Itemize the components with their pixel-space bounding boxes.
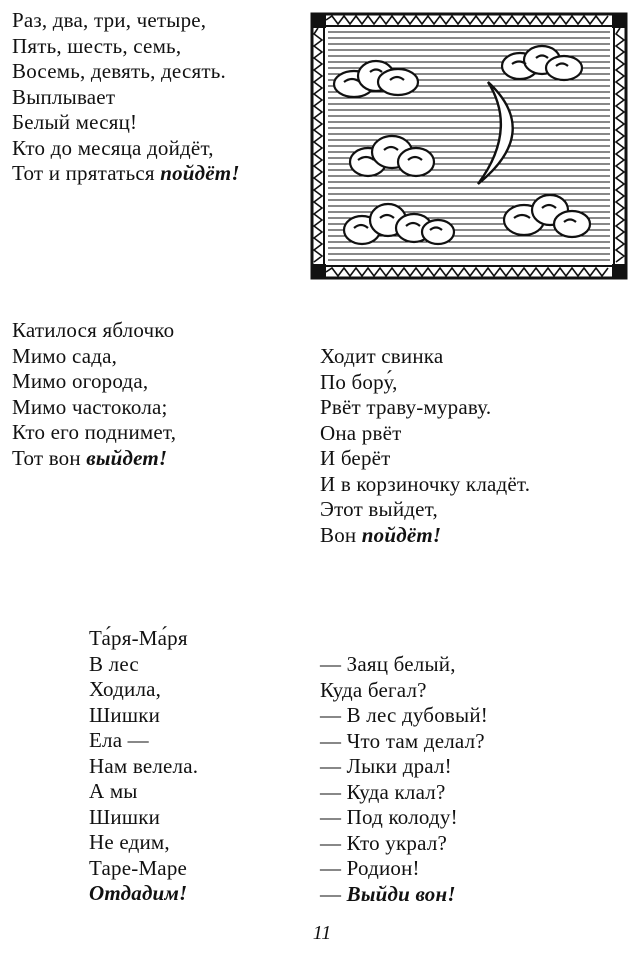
poem-line [12, 446, 176, 472]
poem-line-text: Куда бегал? [320, 677, 427, 702]
poem-line-text: Белый месяц! [12, 110, 138, 134]
poem-line-text: Рвёт траву-мураву. [320, 395, 492, 419]
poem-line-text: Ходила, [89, 677, 162, 701]
moon-and-clouds-icon [310, 12, 628, 280]
poem-line-text: И в корзиночку кладёт. [320, 471, 531, 496]
poem-line-emphasis: пойдёт! [361, 522, 442, 547]
poem-line [320, 497, 530, 523]
poem-line-text: И берёт [320, 446, 391, 470]
poem-line-text: — Под колоду! [320, 805, 458, 829]
poem-line-text: Мимо огорода, [12, 369, 149, 393]
poem-line [320, 678, 488, 704]
poem-line-text: Ходит свинка [320, 344, 444, 368]
poem-line-text: — [320, 881, 347, 906]
poem-line-text: Тот вон [12, 445, 87, 470]
poem-line [320, 652, 488, 678]
poem-line-emphasis: Выйди вон! [346, 881, 456, 906]
page-number: 11 [312, 922, 332, 944]
poem-line-text: Мимо частокола; [12, 394, 168, 419]
poem-line [320, 395, 530, 421]
poem-line [89, 703, 198, 729]
poem-line-text: Пять, шесть, семь, [12, 33, 182, 58]
poem-line [320, 882, 488, 908]
poem-line [320, 344, 530, 370]
poem-line-text: Кто его поднимет, [12, 420, 177, 444]
poem-line [12, 110, 240, 136]
poem-line [12, 34, 240, 60]
poem-line-text: Нам велела. [89, 753, 199, 778]
poem-line [320, 421, 530, 447]
poem-pig-rhyme [320, 344, 530, 548]
poem-line-text: Этот выйдет, [320, 497, 438, 521]
poem-line [89, 779, 198, 805]
poem-line-text: — Куда клал? [320, 779, 446, 804]
poem-line [12, 420, 176, 446]
poem-line-text: Вон [320, 522, 362, 547]
poem-line [320, 472, 530, 498]
poem-line [320, 729, 488, 755]
poem-line-text: — В лес дубовый! [320, 703, 488, 727]
poem-line-emphasis: пойдёт! [160, 161, 240, 185]
poem-line [320, 523, 530, 549]
poem-counting-rhyme-moon [12, 8, 240, 187]
poem-line-text: — Что там делал? [320, 728, 485, 753]
poem-line-text: Выплывает [12, 84, 116, 109]
poem-line-text: А мы [89, 779, 138, 803]
poem-line-text: Тот и прятаться [12, 161, 161, 185]
poem-line [320, 446, 530, 472]
poem-line [12, 395, 176, 421]
poem-line [12, 344, 176, 370]
poem-line-text: — Заяц белый, [320, 652, 456, 676]
poem-line-text: Ела — [89, 728, 149, 752]
poem-tarya-marya-rhyme [89, 626, 198, 907]
poem-line [320, 856, 488, 882]
poem-line-text: Мимо сада, [12, 343, 118, 368]
poem-line [12, 136, 240, 162]
poem-white-hare-rhyme [320, 652, 488, 907]
poem-line [12, 318, 176, 344]
poem-line-emphasis: Отдадим! [89, 881, 188, 905]
poem-line [89, 830, 198, 856]
poem-line [89, 754, 198, 780]
poem-line-text: Таре-Маре [89, 855, 188, 880]
poem-line [320, 780, 488, 806]
poem-line-text: — Кто украл? [320, 830, 448, 855]
poem-line-text: — Лыки драл! [320, 754, 452, 778]
poem-line-text: Она рвёт [320, 420, 402, 445]
poem-line-text: Не едим, [89, 830, 170, 854]
poem-line-text: Шишки [89, 702, 161, 727]
poem-line [89, 652, 198, 678]
poem-line [89, 881, 198, 907]
poem-line-text: Та́ря-Ма́ря [89, 626, 188, 650]
poem-line-text: Шишки [89, 804, 161, 829]
poem-line [320, 805, 488, 831]
poem-line [12, 8, 240, 34]
poem-line [12, 369, 176, 395]
poem-line [89, 728, 198, 754]
poem-line [89, 677, 198, 703]
poem-line-text: В лес [89, 651, 139, 676]
poem-line [89, 805, 198, 831]
poem-line [89, 856, 198, 882]
poem-line-text: Катилося яблочко [12, 318, 175, 342]
poem-line-text: Кто до месяца дойдёт, [12, 135, 214, 160]
poem-apple-rhyme [12, 318, 176, 471]
poem-line [89, 626, 198, 652]
poem-line-text: По бору́, [320, 369, 398, 394]
poem-line [320, 703, 488, 729]
poem-line-emphasis: выйдет! [86, 445, 168, 470]
poem-line-text: Раз, два, три, четыре, [12, 8, 207, 32]
poem-line-text: Восемь, девять, десять. [12, 59, 226, 83]
poem-line-text: — Родион! [320, 856, 420, 880]
poem-line [320, 370, 530, 396]
poem-line [12, 161, 240, 187]
poem-line [12, 59, 240, 85]
poem-line [320, 754, 488, 780]
poem-line [320, 831, 488, 857]
poem-line [12, 85, 240, 111]
